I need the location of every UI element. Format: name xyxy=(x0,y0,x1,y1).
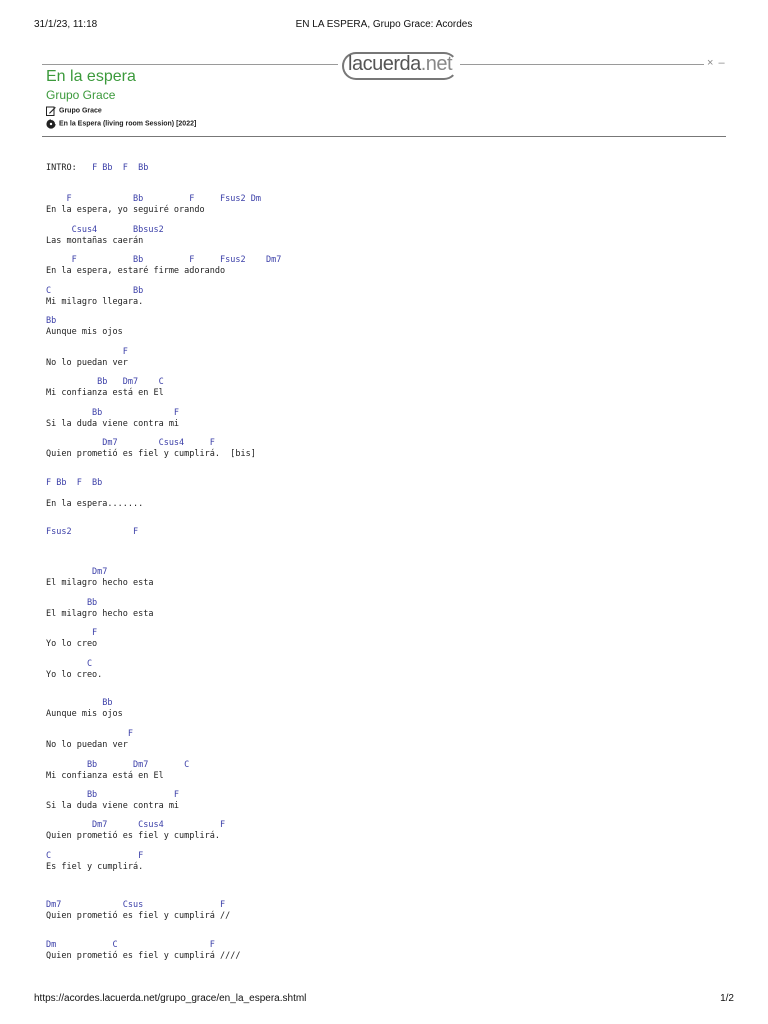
lyric-line: Quien prometió es fiel y cumplirá // xyxy=(46,911,231,921)
print-doc-title: EN LA ESPERA, Grupo Grace: Acordes xyxy=(295,19,473,30)
lyric-line: Mi milagro llegara. xyxy=(46,297,144,307)
chord-line: INTRO: F Bb F Bb xyxy=(46,163,149,173)
disc-icon xyxy=(46,119,56,129)
edit-icon xyxy=(46,106,56,116)
lyric-line: No lo puedan ver xyxy=(46,740,128,750)
chord-line: Csus4 Bbsus2 xyxy=(46,225,164,235)
chord-line: C xyxy=(46,659,93,669)
album-meta[interactable] xyxy=(46,119,196,129)
chord-line: F xyxy=(46,729,133,739)
print-header xyxy=(34,19,734,33)
chord-line: Bb F xyxy=(46,408,180,418)
lyric-line: Mi confianza está en El xyxy=(46,771,164,781)
chord-line: Bb xyxy=(46,598,98,608)
lyric-line: Aunque mis ojos xyxy=(46,327,123,337)
print-datetime: 31/1/23, 11:18 xyxy=(34,19,98,30)
lyric-line: En la espera, yo seguiré orando xyxy=(46,205,205,215)
logo-main: lacuerda xyxy=(348,53,421,75)
lyric-line: Quien prometió es fiel y cumplirá //// xyxy=(46,951,241,961)
print-page-number: 1/2 xyxy=(720,993,734,1004)
lyric-line: No lo puedan ver xyxy=(46,358,128,368)
chord-line: Bb xyxy=(46,698,113,708)
lyric-line: Es fiel y cumplirá. xyxy=(46,862,144,872)
header-divider xyxy=(42,136,726,137)
lyric-line: En la espera, estaré firme adorando xyxy=(46,266,226,276)
chord-line: F Bb F Fsus2 Dm xyxy=(46,194,261,204)
chord-line: C Bb xyxy=(46,286,144,296)
lyric-line: Si la duda viene contra mi xyxy=(46,419,180,429)
chord-line: Dm7 xyxy=(46,567,108,577)
chord-line: F Bb F Fsus2 Dm7 xyxy=(46,255,282,265)
print-footer xyxy=(34,993,734,1007)
lyric-line: Aunque mis ojos xyxy=(46,709,123,719)
logo-tld: .net xyxy=(420,53,453,75)
chord-line: C F xyxy=(46,851,144,861)
chord-line: Bb F xyxy=(46,790,180,800)
artist-meta-label: Grupo Grace xyxy=(59,107,102,115)
chord-line: Dm7 Csus4 F xyxy=(46,438,215,448)
lyric-line: Mi confianza está en El xyxy=(46,388,164,398)
chord-line: Fsus2 F xyxy=(46,527,139,537)
chord-line: F xyxy=(46,628,98,638)
lyric-line: El milagro hecho esta xyxy=(46,609,154,619)
lyric-line: Quien prometió es fiel y cumplirá. xyxy=(46,831,220,841)
header-rule-right xyxy=(460,64,704,65)
logo-text xyxy=(348,53,452,76)
lyric-line: Yo lo creo. xyxy=(46,670,103,680)
lyric-line: Si la duda viene contra mi xyxy=(46,801,180,811)
site-logo[interactable] xyxy=(342,50,458,80)
window-controls[interactable]: × – xyxy=(707,57,726,69)
print-url: https://acordes.lacuerda.net/grupo_grace/en_la_espera.shtml xyxy=(34,993,307,1004)
chord-line: Bb Dm7 C xyxy=(46,760,190,770)
lyric-line: Quien prometió es fiel y cumplirá. [bis] xyxy=(46,449,256,459)
chord-line: F Bb F Bb xyxy=(46,478,103,488)
lyric-line: Yo lo creo xyxy=(46,639,98,649)
chord-line: Bb Dm7 C xyxy=(46,377,164,387)
chord-line: Dm C F xyxy=(46,940,215,950)
lyric-line: El milagro hecho esta xyxy=(46,578,154,588)
artist-meta[interactable] xyxy=(46,106,102,116)
chord-line: F xyxy=(46,347,128,357)
lyric-line: Las montañas caerán xyxy=(46,236,144,246)
album-meta-label: En la Espera (living room Session) [2022] xyxy=(59,120,197,128)
chord-line: Dm7 Csus4 F xyxy=(46,820,226,830)
header-rule-left xyxy=(42,64,338,65)
chord-line: Dm7 Csus F xyxy=(46,900,226,910)
song-title: En la espera xyxy=(46,68,136,85)
lyric-line: En la espera....... xyxy=(46,499,144,509)
song-artist-link[interactable]: Grupo Grace xyxy=(46,88,116,102)
chord-line: Bb xyxy=(46,316,57,326)
